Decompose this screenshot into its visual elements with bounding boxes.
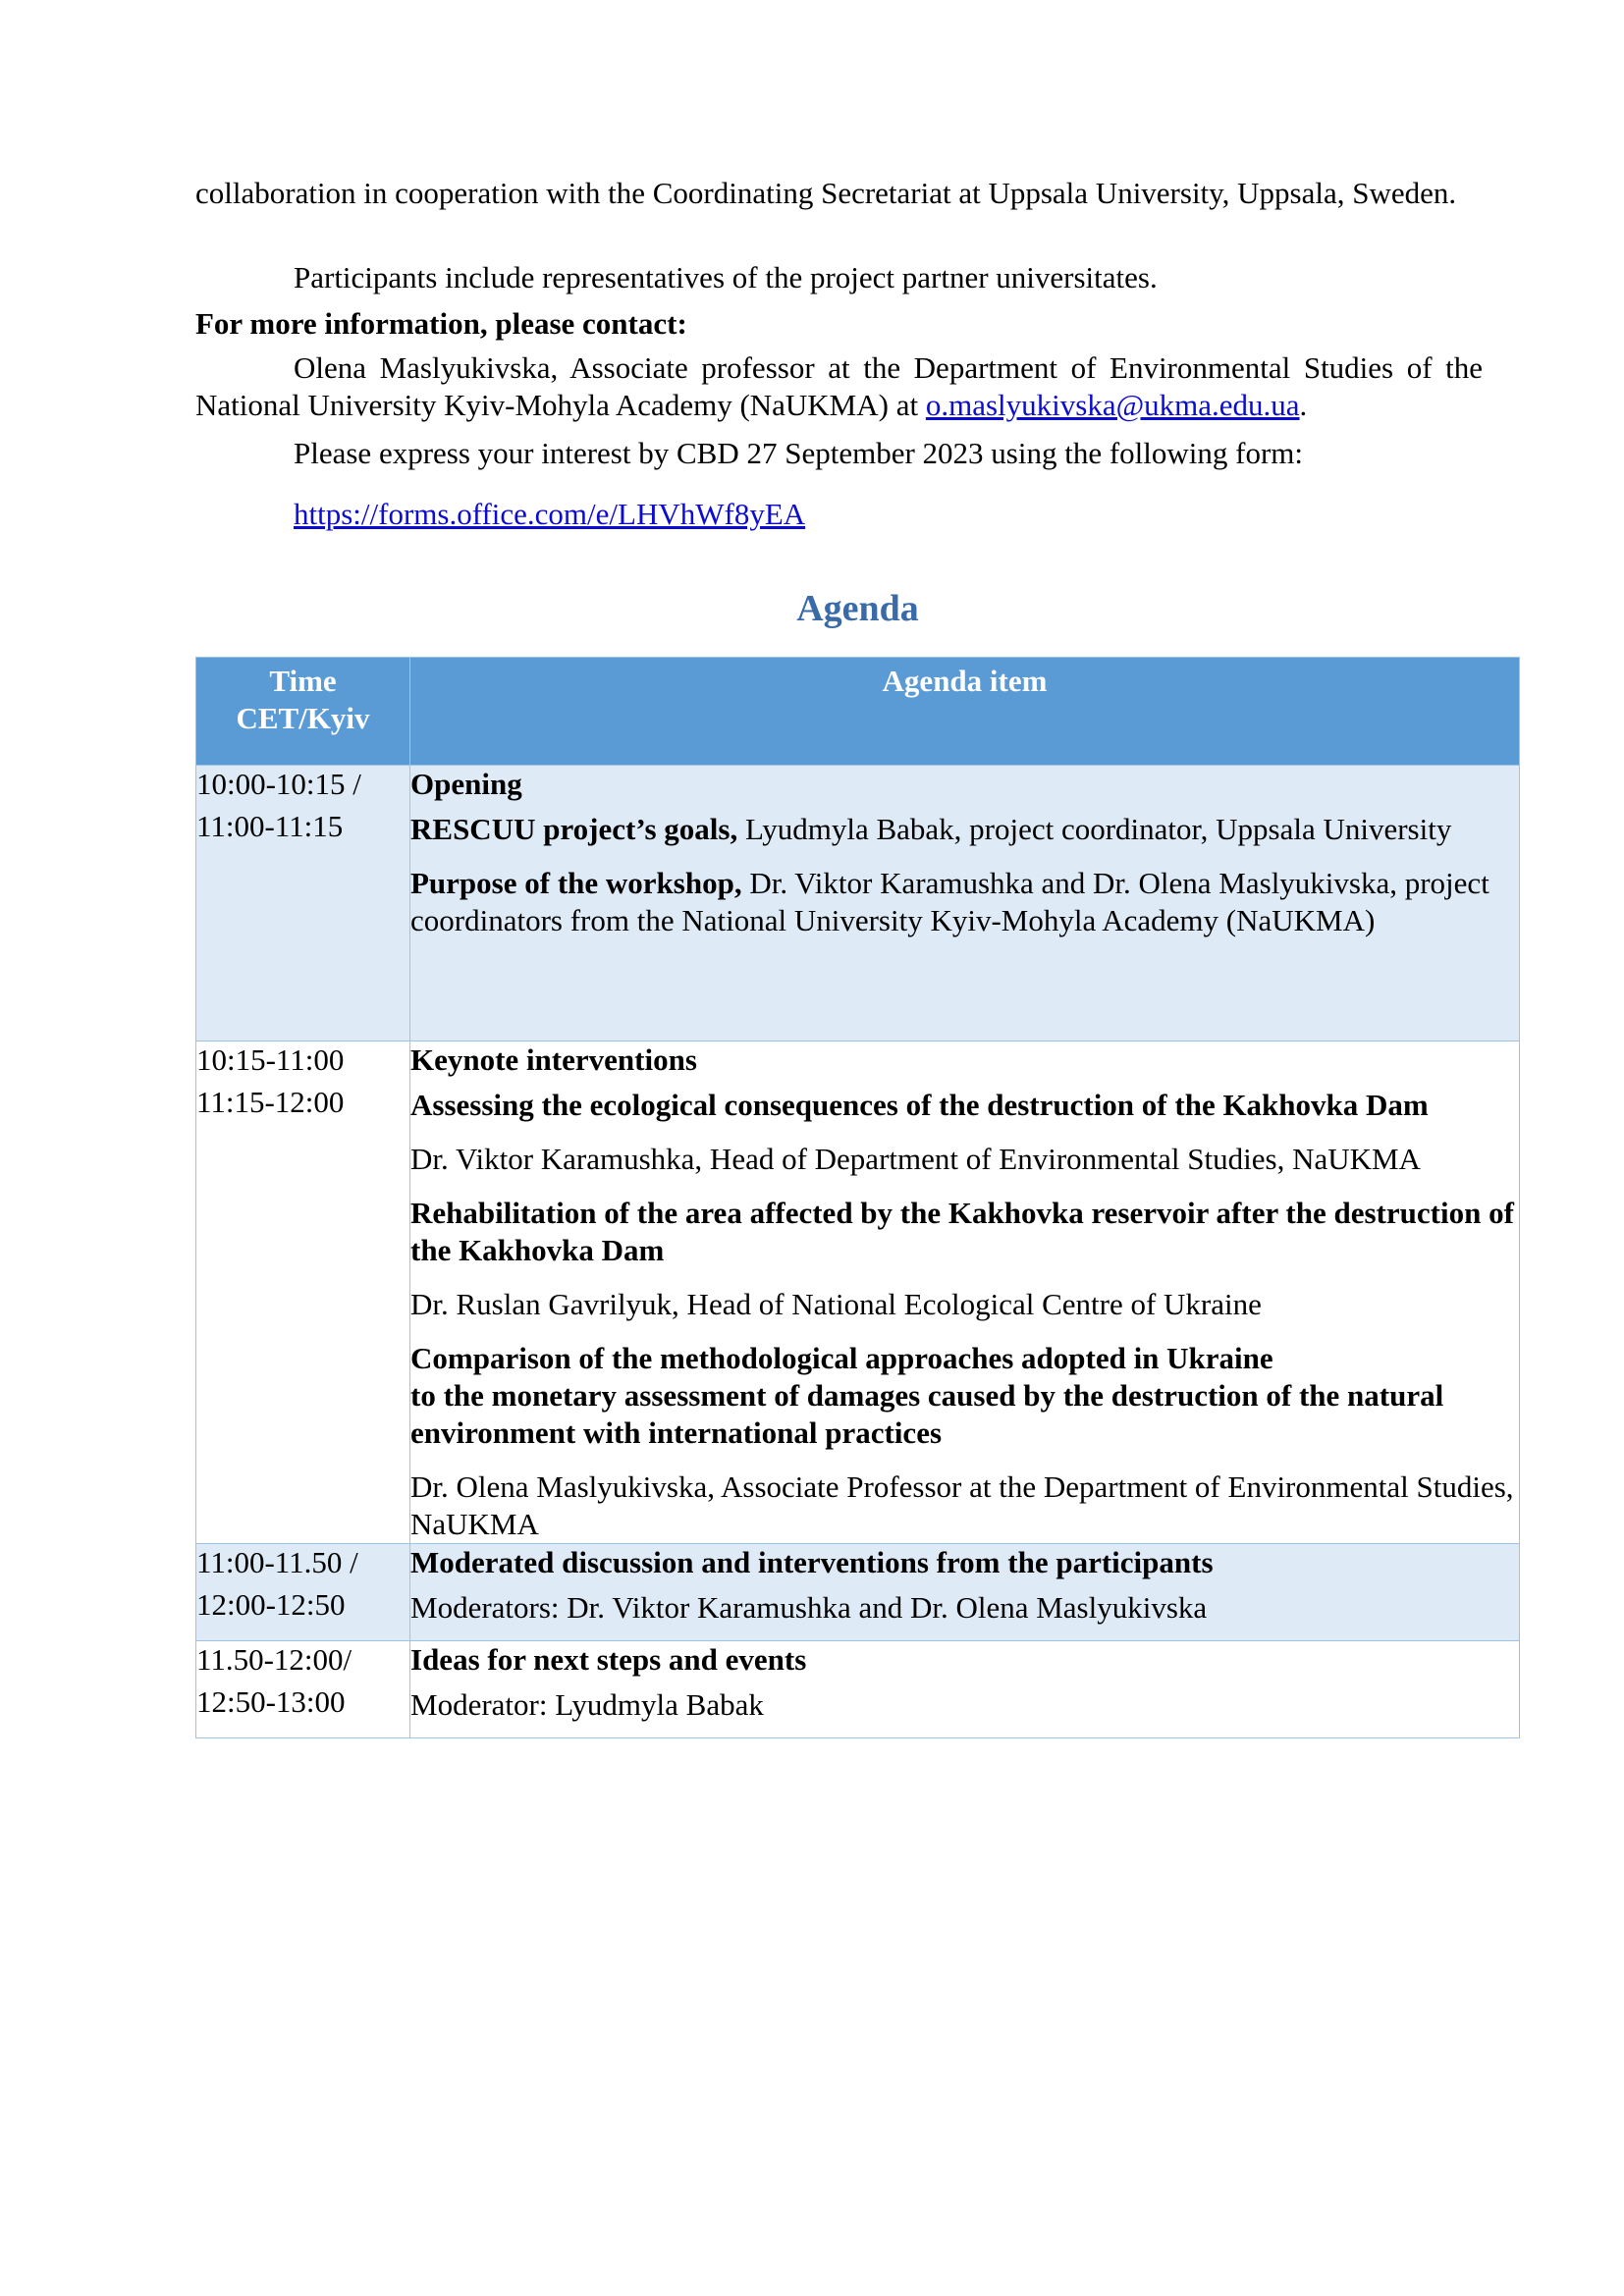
time-column-header [196, 658, 410, 766]
time-cell [196, 1041, 410, 1544]
session-heading: Ideas for next steps and events [410, 1642, 807, 1677]
participants-paragraph: Participants include representatives of the project partner universitates. [294, 260, 1158, 294]
time-cet: 10:00-10:15 / [196, 767, 361, 801]
agenda-item-column-header: Agenda item [410, 658, 1520, 766]
talk-item [410, 811, 1519, 848]
talk-item [410, 865, 1519, 939]
contact-email-link[interactable]: o.maslyukivska@ukma.edu.ua [925, 388, 1300, 422]
agenda-row-discussion [196, 1544, 1520, 1641]
time-cell [196, 1544, 410, 1641]
time-cet: 11:00-11.50 / [196, 1545, 358, 1579]
session-heading: Opening [410, 767, 522, 801]
talk-title-line1: Comparison of the methodological approaches adopted in Ukraine [410, 1341, 1273, 1375]
contact-paragraph [195, 349, 1483, 424]
talk-speaker: Dr. Ruslan Gavrilyuk, Head of National Ecological Centre of Ukraine [410, 1287, 1262, 1321]
talk-title-rest: to the monetary assessment of damages caused by the destruction of the natural environment with international practices [410, 1378, 1444, 1450]
talk-title [410, 1340, 1519, 1452]
talk-speaker: Dr. Olena Maslyukivska, Associate Professor at the Department of Environmental Studies, NaUKMA [410, 1469, 1514, 1541]
contact-text: Olena Maslyukivska, Associate professor at the Department of Environmental Studies of the National University Kyiv-Mohyla Academy (NaUKMA) at [195, 350, 1483, 422]
time-kyiv: 12:50-13:00 [196, 1684, 346, 1719]
time-cell [196, 766, 410, 1041]
talk-title: Assessing the ecological consequences of the destruction of the Kakhovka Dam [410, 1088, 1429, 1122]
express-interest-paragraph: Please express your interest by CBD 27 September 2023 using the following form: [294, 436, 1304, 470]
form-link[interactable]: https://forms.office.com/e/LHVhWf8yEA [294, 497, 806, 531]
agenda-item-cell [410, 1641, 1520, 1738]
talk-speaker: Lyudmyla Babak, project coordinator, Uppsala University [737, 812, 1452, 846]
talk-title: Purpose of the workshop, [410, 866, 742, 900]
contact-heading: For more information, please contact: [195, 306, 687, 341]
time-header-line1: Time [269, 664, 337, 698]
agenda-item-cell [410, 1041, 1520, 1544]
time-kyiv: 12:00-12:50 [196, 1587, 346, 1622]
agenda-row-keynote [196, 1041, 1520, 1544]
talk-speaker: Dr. Viktor Karamushka and Dr. Olena Maslyukivska, project coordinators from the National University Kyiv-Mohyla Academy (NaUKMA) [410, 866, 1489, 937]
agenda-row-opening [196, 766, 1520, 1041]
agenda-header-row [196, 658, 1520, 766]
session-moderator: Moderator: Lyudmyla Babak [410, 1687, 764, 1722]
session-heading: Moderated discussion and interventions from the participants [410, 1545, 1214, 1579]
agenda-item-cell [410, 1544, 1520, 1641]
session-heading: Keynote interventions [410, 1042, 697, 1077]
agenda-table [195, 657, 1520, 1738]
time-header-line2: CET/Kyiv [236, 701, 370, 735]
session-moderators: Moderators: Dr. Viktor Karamushka and Dr. Olena Maslyukivska [410, 1590, 1208, 1625]
agenda-row-next-steps [196, 1641, 1520, 1738]
time-cell [196, 1641, 410, 1738]
talk-speaker: Dr. Viktor Karamushka, Head of Department of Environmental Studies, NaUKMA [410, 1142, 1421, 1176]
time-kyiv: 11:15-12:00 [196, 1085, 345, 1119]
agenda-title: Agenda [796, 588, 919, 629]
intro-paragraph: collaboration in cooperation with the Coordinating Secretariat at Uppsala University, Uppsala, Sweden. [195, 176, 1457, 210]
talk-title: Rehabilitation of the area affected by the Kakhovka reservoir after the destruction of the Kakhovka Dam [410, 1196, 1514, 1267]
agenda-item-cell [410, 766, 1520, 1041]
talk-title: RESCUU project’s goals, [410, 812, 738, 846]
contact-end: . [1299, 388, 1308, 422]
time-kyiv: 11:00-11:15 [196, 809, 344, 843]
time-cet: 10:15-11:00 [196, 1042, 345, 1077]
time-cet: 11.50-12:00/ [196, 1642, 352, 1677]
form-link-paragraph [294, 496, 805, 533]
